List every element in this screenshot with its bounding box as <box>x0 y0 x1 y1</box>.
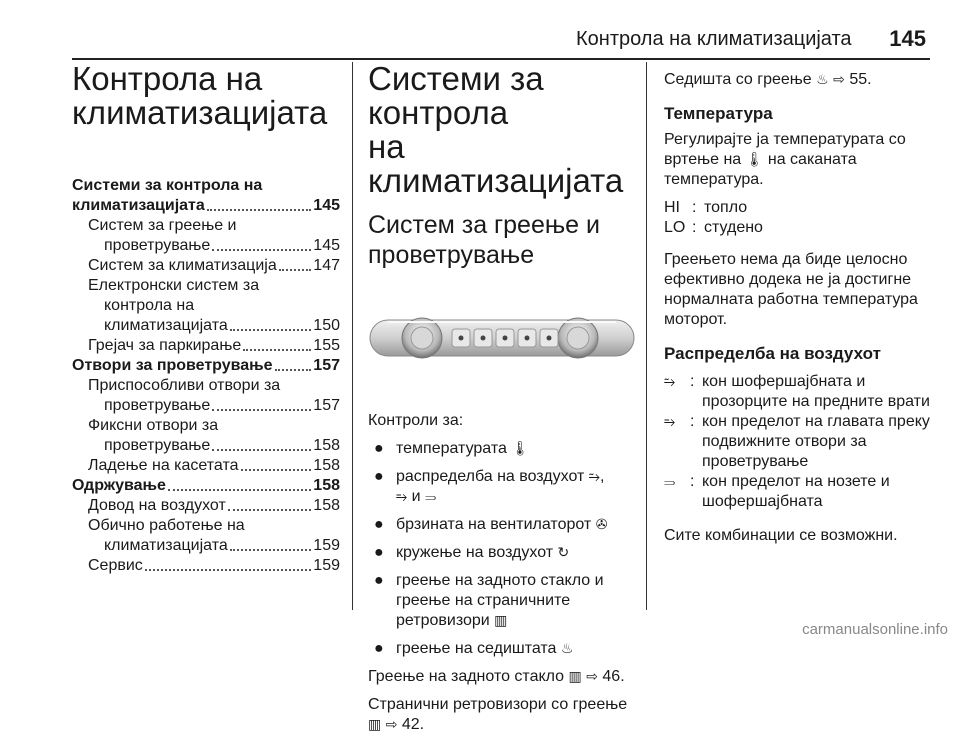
air-distribution-legend <box>664 372 930 512</box>
toc-entry-text: проветрување <box>104 397 211 414</box>
list-item <box>368 639 638 659</box>
toc-entry[interactable] <box>72 496 340 516</box>
toc-entry-text: Системи за контрола на <box>72 177 263 194</box>
toc-entry-text: Систем за греење и <box>88 217 237 234</box>
bullet-icon: ● <box>374 544 384 561</box>
legend-row: ⥰ : кон пределот на нозете и шофершајбната <box>664 473 890 510</box>
legend-value: подвижните отвори за <box>702 433 867 450</box>
toc-entry-page: 159 <box>313 557 340 574</box>
subsection-title <box>368 210 638 270</box>
legend-row: ⥲ : кон шофершајбната и прозорците на предните врати <box>664 373 930 410</box>
legend-value: кон пределот на главата преку <box>702 413 930 430</box>
seat-heat-icon: ♨ <box>816 72 829 88</box>
paragraph-line: ефективно додека не ја достигне <box>664 271 912 288</box>
toc-entry[interactable] <box>72 256 340 276</box>
toc-entry-page: 159 <box>313 537 340 554</box>
list-item <box>368 543 638 563</box>
toc-entry-text: Довод на воздухот <box>88 497 226 514</box>
ref-page[interactable]: 42. <box>401 716 425 733</box>
head-air-icon: ⥱ <box>396 489 408 505</box>
toc-entry-text: Отвори за проветрување <box>72 357 273 374</box>
recirculation-icon: ↻ <box>557 545 570 561</box>
rear-defrost-icon: ▥ <box>494 613 508 629</box>
ref-page[interactable]: 55. <box>849 71 872 88</box>
toc-entry-page: 158 <box>313 457 340 474</box>
toc-entry[interactable] <box>72 336 340 356</box>
toc-entry-text: климатизацијата <box>104 537 228 554</box>
temperature-heading: Температура <box>664 104 773 123</box>
toc-entry-text: Одржување <box>72 477 166 494</box>
column-divider-2 <box>646 62 647 610</box>
subsection-title-line1: Систем за греење и <box>368 211 600 239</box>
legend-key: LO <box>664 219 686 236</box>
windscreen-air-icon: ⥲ <box>664 374 676 390</box>
legend-value: прозорците на предните врати <box>702 393 930 410</box>
temp-icon: 🌡 <box>745 152 764 168</box>
details-column <box>664 62 930 546</box>
toc-entry-text: Приспособливи отвори за <box>88 377 281 394</box>
watermark: carmanualsonline.info <box>802 621 948 638</box>
toc-entry-text: контрола на <box>104 297 195 314</box>
page-ref-arrow-icon: ⇨ <box>385 717 398 733</box>
toc-entry-text: Ладење на касетата <box>88 457 239 474</box>
toc-entry[interactable] <box>72 416 340 456</box>
column-divider-1 <box>352 62 353 610</box>
bullet-icon: ● <box>374 516 384 533</box>
section-column <box>368 62 638 735</box>
list-item-text: греење на задното стакло и <box>396 572 604 589</box>
legend-value: проветрување <box>702 453 809 470</box>
list-item <box>368 515 638 535</box>
toc-entry-page: 150 <box>313 317 340 334</box>
controls-list <box>368 439 638 659</box>
toc-entry-page: 145 <box>313 197 340 214</box>
toc-entry[interactable] <box>72 176 340 216</box>
list-item-text: распределба на воздухот <box>396 468 585 485</box>
toc-entry-page: 157 <box>313 357 340 374</box>
ref-page[interactable]: 46. <box>602 668 625 685</box>
toc-entry-page: 158 <box>313 437 340 454</box>
paragraph-line: моторот. <box>664 311 728 328</box>
bullet-icon: ● <box>374 640 384 657</box>
toc-entry-page: 157 <box>313 397 340 414</box>
chapter-title-line1: Контрола на <box>72 60 263 97</box>
bullet-icon: ● <box>374 572 384 589</box>
toc-entry-text: Грејач за паркирање <box>88 337 242 354</box>
fan-icon: ✇ <box>595 517 608 533</box>
legend-key: HI <box>664 199 680 216</box>
toc-entry-text: Обично работење на <box>88 517 245 534</box>
list-item <box>368 467 638 507</box>
list-item-text: кружење на воздухот <box>396 544 554 561</box>
heating-note <box>664 250 930 330</box>
ref-text: Греење на задното стакло <box>368 668 565 685</box>
air-distribution-icon: ⥲ <box>588 469 600 485</box>
page-ref-arrow-icon: ⇨ <box>586 669 598 685</box>
rear-defrost-icon: ▥ <box>368 717 382 733</box>
temperature-legend <box>664 198 930 238</box>
chapter-title-line2: климатизацијата <box>72 94 328 131</box>
paragraph-line: температура. <box>664 171 764 188</box>
paragraph-line: Регулирајте ја температурата со <box>664 131 906 148</box>
rear-window-ref <box>368 667 638 687</box>
temp-icon: 🌡 <box>511 441 530 457</box>
mirrors-ref <box>368 695 638 735</box>
toc-entry[interactable] <box>72 276 340 336</box>
header-title: Контрола на климатизацијата <box>576 28 852 50</box>
list-item-text: температурата <box>396 440 507 457</box>
toc-entry-page: 155 <box>313 337 340 354</box>
toc-entry[interactable] <box>72 456 340 476</box>
list-item <box>368 439 638 459</box>
toc-entry[interactable] <box>72 556 340 576</box>
combinations-note: Сите комбинации се возможни. <box>664 527 898 544</box>
toc-entry-text: проветрување <box>104 437 211 454</box>
control-panel-illustration <box>368 310 636 370</box>
page-number: 145 <box>889 26 926 51</box>
legend-value: студено <box>704 219 763 236</box>
chapter-toc-column <box>72 62 340 576</box>
paragraph-line: на саканата <box>767 151 857 168</box>
controls-label: Контроли за: <box>368 412 464 429</box>
list-item-text: греење на страничните <box>396 592 571 609</box>
toc-entry-page: 147 <box>313 257 340 274</box>
air-distribution-heading: Распределба на воздухот <box>664 344 881 363</box>
list-item-text: и <box>407 488 426 505</box>
toc-entry-page: 158 <box>313 477 340 494</box>
ref-text: Странични ретровизори со греење <box>368 696 628 713</box>
list-item-text: брзината на вентилаторот <box>396 516 592 533</box>
legend-value: кон пределот на нозете и <box>702 473 890 490</box>
bullet-icon: ● <box>374 468 384 485</box>
list-item <box>368 571 638 631</box>
list-item-text: , <box>599 468 605 485</box>
toc-entry-page: 145 <box>313 237 340 254</box>
chapter-title <box>72 62 340 130</box>
toc-entry-text: Систем за климатизација <box>88 257 277 274</box>
ref-text: Седишта со греење <box>664 71 812 88</box>
table-of-contents <box>72 176 340 576</box>
seat-heat-icon: ♨ <box>560 641 574 657</box>
paragraph-line: нормалната работна температура <box>664 291 918 308</box>
toc-entry-text: проветрување <box>104 237 211 254</box>
legend-value: топло <box>704 199 748 216</box>
legend-value: шофершајбната <box>702 493 823 510</box>
subsection-title-line2: проветрување <box>368 241 535 269</box>
toc-entry-text: Сервис <box>88 557 143 574</box>
toc-entry[interactable] <box>72 476 340 496</box>
rear-defrost-icon: ▥ <box>568 669 582 685</box>
page-ref-arrow-icon: ⇨ <box>833 72 845 88</box>
seats-ref <box>664 70 930 90</box>
paragraph-line: вртење на <box>664 151 742 168</box>
toc-entry-page: 158 <box>313 497 340 514</box>
section-title-line1: Системи за контрола <box>368 60 544 131</box>
bullet-icon: ● <box>374 440 384 457</box>
toc-entry-text: климатизацијата <box>72 197 205 214</box>
toc-entry-text: климатизацијата <box>104 317 228 334</box>
legend-row: ⥱ : кон пределот на главата преку подвижните отвори за проветрување <box>664 413 930 470</box>
legend-row: LO : студено <box>664 218 930 238</box>
section-title <box>368 62 638 198</box>
section-title-line2: на климатизацијата <box>368 128 624 199</box>
legend-value: кон шофершајбната и <box>702 373 866 390</box>
toc-entry[interactable] <box>72 376 340 416</box>
paragraph-line: Греењето нема да биде целосно <box>664 251 908 268</box>
list-item-text: ретровизори <box>396 612 490 629</box>
page-header <box>560 26 936 56</box>
toc-entry[interactable] <box>72 356 340 376</box>
legend-row: HI : топло <box>664 198 930 218</box>
foot-air-icon: ⥰ <box>425 489 437 505</box>
list-item-text: греење на седиштата <box>396 640 557 657</box>
toc-entry-text: Електронски систем за <box>88 277 260 294</box>
toc-entry[interactable] <box>72 216 340 256</box>
temperature-paragraph <box>664 130 930 190</box>
toc-entry[interactable] <box>72 516 340 556</box>
toc-entry-text: Фиксни отвори за <box>88 417 219 434</box>
foot-air-icon: ⥰ <box>664 474 676 490</box>
head-air-icon: ⥱ <box>664 414 676 430</box>
